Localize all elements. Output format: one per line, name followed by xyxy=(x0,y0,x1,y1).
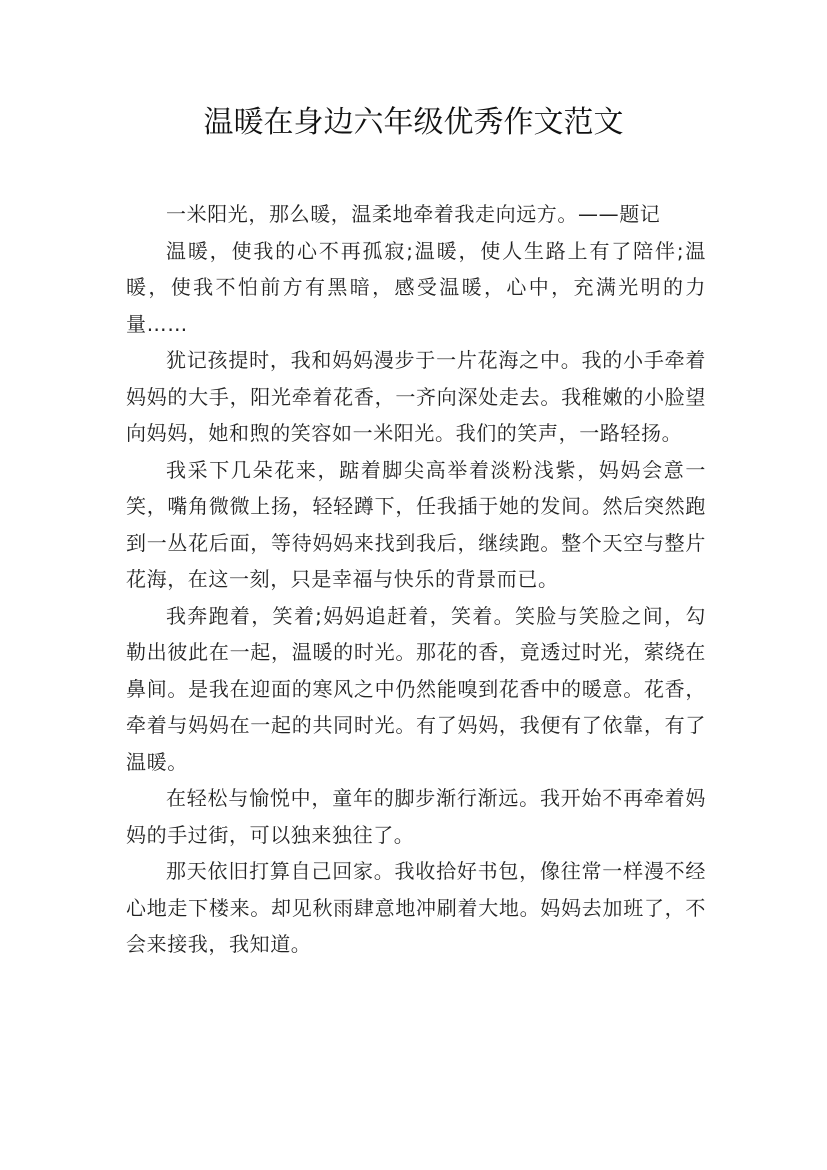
paragraph-growing-up: 在轻松与愉悦中，童年的脚步渐行渐远。我开始不再牵着妈妈的手过街，可以独来独往了。 xyxy=(126,786,706,847)
paragraph-picking-flowers: 我采下几朵花来，踮着脚尖高举着淡粉浅紫，妈妈会意一笑，嘴角微微上扬，轻轻蹲下，任我插于她的发间。然后突然跑到一丛花后面，等待妈妈来找到我后，继续跑。整个天空与整片花海，在这一刻，只是幸福与快乐的背景而已。 xyxy=(126,457,706,591)
document-body xyxy=(126,196,706,963)
paragraph-epigraph: 一米阳光，那么暖，温柔地牵着我走向远方。——题记 xyxy=(166,202,661,226)
paragraph-flower-sea: 犹记孩提时，我和妈妈漫步于一片花海之中。我的小手牵着妈妈的大手，阳光牵着花香，一齐向深处走去。我稚嫩的小脸望向妈妈，她和煦的笑容如一米阳光。我们的笑声，一路轻扬。 xyxy=(126,348,706,445)
paragraph-intro: 温暖，使我的心不再孤寂;温暖，使人生路上有了陪伴;温暖，使我不怕前方有黑暗，感受温暖，心中，充满光明的力量…… xyxy=(126,238,706,336)
paragraph-running: 我奔跑着，笑着;妈妈追赶着，笑着。笑脸与笑脸之间，勾勒出彼此在一起，温暖的时光。那花的香，竟透过时光，萦绕在鼻间。是我在迎面的寒风之中仍然能嗅到花香中的暖意。花香，牵着与妈妈在一起的共同时光。有了妈妈，我便有了依靠，有了温暖。 xyxy=(126,603,706,774)
paragraph-rainy-day: 那天依旧打算自己回家。我收拾好书包，像往常一样漫不经心地走下楼来。却见秋雨肆意地冲刷着大地。妈妈去加班了，不会来接我，我知道。 xyxy=(126,859,706,956)
document-title: 温暖在身边六年级优秀作文范文 xyxy=(203,105,624,140)
